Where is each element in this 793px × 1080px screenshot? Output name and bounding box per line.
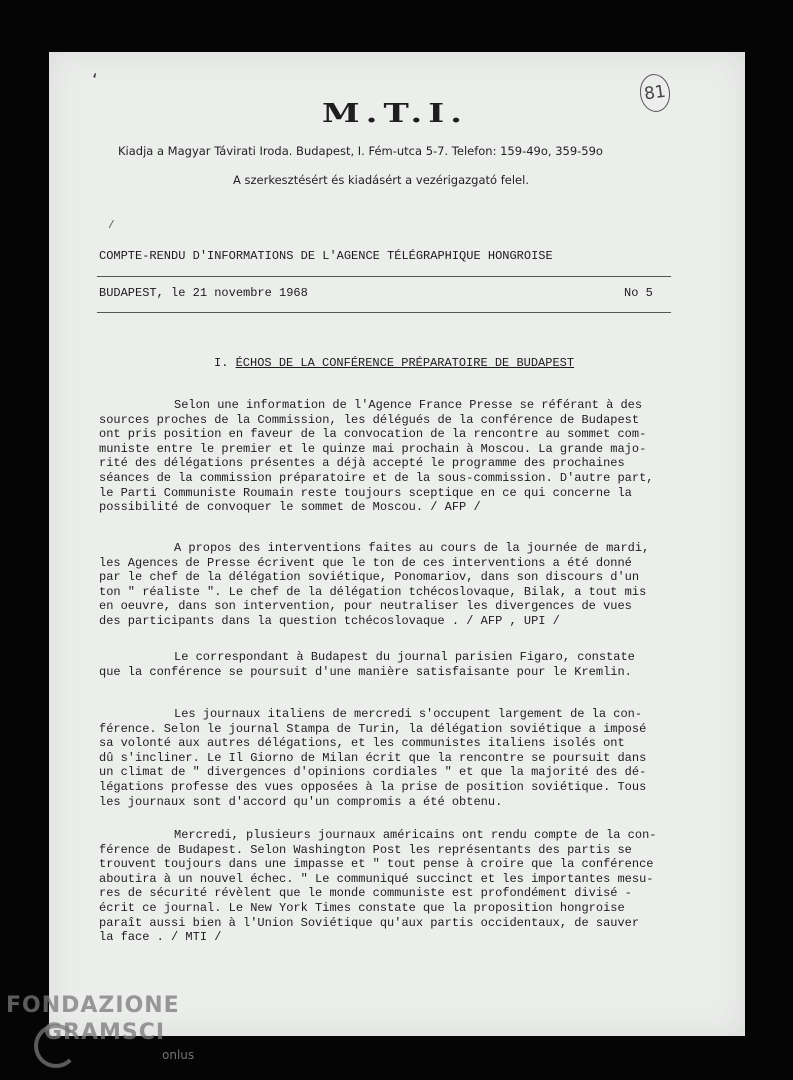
text-line: aboutira à un nouvel échec. " Le communiqué succinct et les importantes mesu- — [99, 871, 654, 886]
divider-top — [97, 276, 671, 277]
section-numeral: I. — [214, 356, 229, 370]
text-line: muniste entre le premier et le quinze mai prochain à Moscou. La grande majo- — [99, 441, 647, 456]
watermark-gramsci: GRAMSCI — [44, 1020, 166, 1045]
text-line: un climat de " divergences d'opinions cordiales " et que la majorité des dé- — [99, 765, 647, 780]
text-line: trouvent toujours dans une impasse et " tout pense à croire que la conférence — [99, 857, 654, 872]
paragraph-italian-press — [99, 707, 689, 809]
paragraph-american-press — [99, 828, 689, 945]
paragraph-interventions — [99, 541, 689, 629]
text-line: le Parti Communiste Roumain reste toujours sceptique en ce qui concerne la — [99, 485, 632, 500]
section-title: ÉCHOS DE LA CONFÉRENCE PRÉPARATOIRE DE BUDAPEST — [235, 356, 575, 370]
text-line: les Agences de Presse écrivent que le ton de ces interventions a été donné — [99, 555, 632, 570]
pencil-tick: / — [108, 220, 115, 232]
text-line: res de sécurité révèlent que le monde communiste est profondément divisé - — [99, 886, 632, 901]
text-line: des participants dans la question tchécoslovaque . / AFP , UPI / — [99, 613, 560, 628]
publisher-line: Kiadja a Magyar Távirati Iroda. Budapest, I. Fém-utca 5-7. Telefon: 159-49o, 359-59o — [118, 144, 603, 158]
text-line: férence de Budapest. Selon Washington Post les représentants des partis se — [99, 842, 632, 857]
responsible-line: A szerkesztésért és kiadásért a vezérigazgató felel. — [233, 173, 529, 187]
text-line: les journaux sont d'accord qu'un compromis a été obtenu. — [99, 794, 503, 809]
text-line: possibilité de convoquer le sommet de Moscou. / AFP / — [99, 500, 481, 515]
watermark-fondazione: FONDAZIONE — [6, 993, 180, 1018]
watermark-onlus: onlus — [162, 1048, 195, 1062]
text-line: A propos des interventions faites au cours de la journée de mardi, — [174, 541, 650, 555]
paragraph-figaro — [99, 650, 689, 679]
text-line: Le correspondant à Budapest du journal parisien Figaro, constate — [174, 650, 635, 664]
place-date: BUDAPEST, le 21 novembre 1968 — [99, 286, 308, 300]
text-line: séances de la commission préparatoire et de la sous-commission. D'autre part, — [99, 470, 654, 485]
section-heading — [214, 356, 574, 370]
divider-bottom — [97, 312, 671, 313]
mti-logo: M.T.I. — [322, 98, 468, 130]
text-line: écrit ce journal. Le New York Times constate que la proposition hongroise — [99, 900, 625, 915]
text-line: par le chef de la délégation soviétique, Ponomariov, dans son discours d'un — [99, 570, 640, 585]
text-line: la face . / MTI / — [99, 930, 222, 945]
text-line: légations professe des vues opposées à la prise de position soviétique. Tous — [99, 779, 647, 794]
document-title: COMPTE-RENDU D'INFORMATIONS DE L'AGENCE TÉLÉGRAPHIQUE HONGROISE — [99, 249, 553, 263]
text-line: ont pris position en faveur de la convocation de la rencontre au sommet com- — [99, 427, 647, 442]
archive-number-stamp: 81 — [638, 72, 673, 114]
text-line: sa volonté aux autres délégations, et les communistes italiens isolés ont — [99, 736, 625, 751]
text-line: que la conférence se poursuit d'une manière satisfaisante pour le Kremlin. — [99, 664, 632, 679]
text-line: rité des délégations présentes a déjà accepté le programme des prochaines — [99, 456, 625, 471]
text-line: Les journaux italiens de mercredi s'occupent largement de la con- — [174, 707, 643, 721]
paragraph-afp — [99, 398, 689, 515]
bulletin-number: No 5 — [624, 286, 653, 300]
text-line: paraît aussi bien à l'Union Soviétique qu'aux partis occidentaux, de sauver — [99, 915, 640, 930]
text-line: Selon une information de l'Agence France Presse se référant à des — [174, 398, 643, 412]
text-line: dû s'incliner. Le Il Giorno de Milan écrit que la rencontre se poursuit dans — [99, 750, 647, 765]
pencil-mark: ʻ — [92, 70, 98, 91]
text-line: en oeuvre, dans son intervention, pour neutraliser les divergences de vues — [99, 599, 632, 614]
text-line: ton " réaliste ". Le chef de la délégation tchécoslovaque, Bilak, a tout mis — [99, 584, 647, 599]
text-line: férence. Selon le journal Stampa de Turin, la délégation soviétique a imposé — [99, 721, 647, 736]
text-line: Mercredi, plusieurs journaux américains ont rendu compte de la con- — [174, 828, 657, 842]
text-line: sources proches de la Commission, les délégués de la conférence de Budapest — [99, 412, 640, 427]
